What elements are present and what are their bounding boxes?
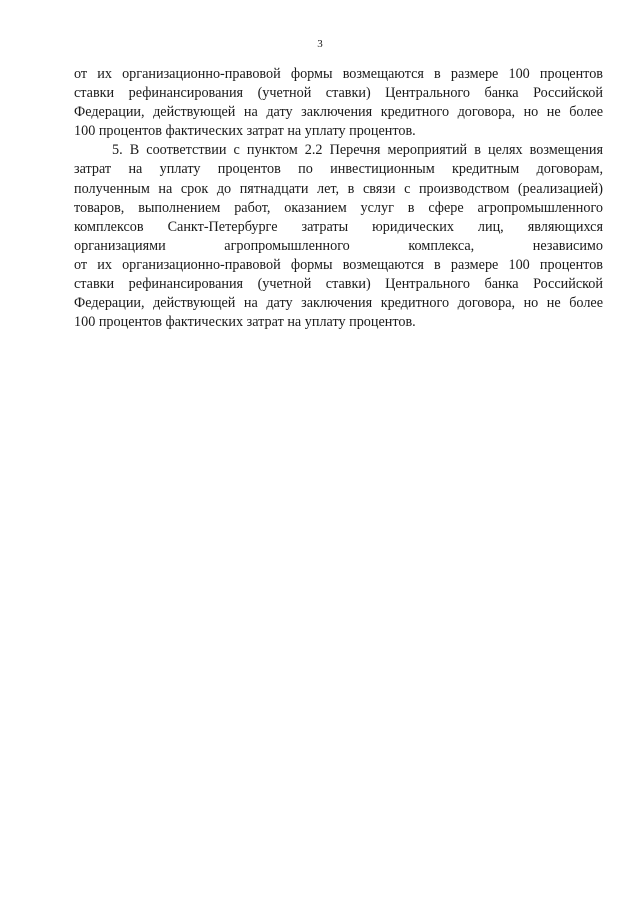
text-line: товаров, выполнением работ, оказанием услуг в сфере агропромышленного: [74, 199, 603, 216]
paragraph: [74, 65, 603, 141]
text-line: 5. В соответствии с пунктом 2.2 Перечня мероприятий в целях возмещения: [112, 142, 603, 159]
text-line: комплексов Санкт-Петербурге затраты юридических лиц, являющихся: [74, 218, 603, 235]
text-line: ставки рефинансирования (учетной ставки) Центрального банка Российской: [74, 276, 603, 293]
page-number: 3: [317, 38, 323, 50]
text-line: Федерации, действующей на дату заключения кредитного договора, но не более: [74, 104, 603, 121]
text-line: 100 процентов фактических затрат на уплату процентов.: [74, 123, 416, 140]
text-line: полученным на срок до пятнадцати лет, в связи с производством (реализацией): [74, 180, 603, 197]
text-line: от их организационно-правовой формы возмещаются в размере 100 процентов: [74, 66, 603, 82]
paragraph-item-5: [74, 141, 603, 332]
text-line: организациями агропромышленного комплекса, независимо: [74, 237, 603, 254]
text-line: 100 процентов фактических затрат на уплату процентов.: [74, 314, 416, 331]
document-body: [74, 65, 603, 332]
text-line: ставки рефинансирования (учетной ставки) Центрального банка Российской: [74, 85, 603, 102]
text-line: Федерации, действующей на дату заключения кредитного договора, но не более: [74, 295, 603, 312]
text-line: затрат на уплату процентов по инвестиционным кредитным договорам,: [74, 161, 603, 178]
text-line: от их организационно-правовой формы возмещаются в размере 100 процентов: [74, 256, 603, 273]
